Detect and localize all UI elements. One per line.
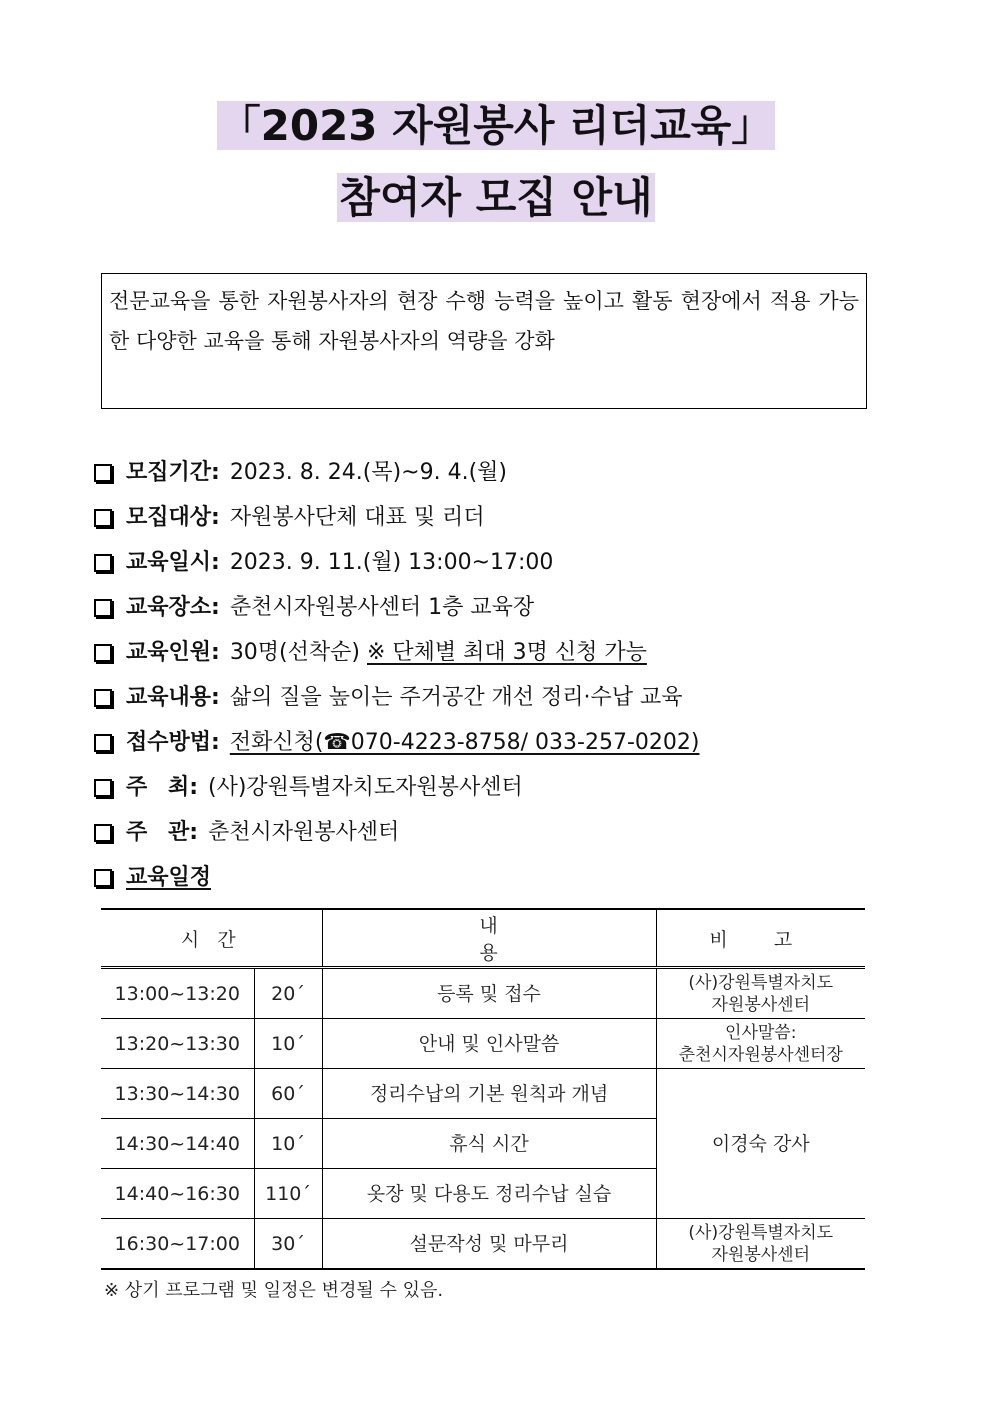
table-row: 13:20~13:30 10´ 안내 및 인사말씀 인사말씀: 춘천시자원봉사센터장	[101, 1019, 865, 1069]
table-row: 13:00~13:20 20´ 등록 및 접수 (사)강원특별자치도 자원봉사센터	[101, 968, 865, 1019]
checkbox-icon	[94, 554, 112, 572]
checkbox-icon	[94, 734, 112, 752]
capacity-note: ※ 단체별 최대 3명 신청 가능	[366, 639, 647, 665]
checkbox-icon	[94, 869, 112, 887]
checkbox-icon	[94, 779, 112, 797]
footnote: ※ 상기 프로그램 및 일정은 변경될 수 있음.	[104, 1280, 444, 1301]
info-list	[94, 450, 914, 900]
table-header: 시 간 내 용 비 고	[101, 909, 865, 968]
intro-box: 전문교육을 통한 자원봉사자의 현장 수행 능력을 높이고 활동 현장에서 적용 가능한 다양한 교육을 통해 자원봉사자의 역량을 강화	[101, 273, 867, 409]
phone-numbers: 전화신청(☎070-4223-8758/ 033-257-0202)	[229, 729, 700, 755]
checkbox-icon	[94, 689, 112, 707]
item-host: 주 최: (사)강원특별자치도자원봉사센터	[94, 765, 914, 810]
item-capacity: 교육인원: 30명(선착순) ※ 단체별 최대 3명 신청 가능	[94, 630, 914, 675]
checkbox-icon	[94, 509, 112, 527]
table-row: 14:40~16:30 110´ 옷장 및 다용도 정리수납 실습	[101, 1169, 865, 1219]
checkbox-icon	[94, 824, 112, 842]
item-organizer: 주 관: 춘천시자원봉사센터	[94, 810, 914, 855]
item-target: 모집대상: 자원봉사단체 대표 및 리더	[94, 495, 914, 540]
table-row: 14:30~14:40 10´ 휴식 시간	[101, 1119, 865, 1169]
table-row: 16:30~17:00 30´ 설문작성 및 마무리 (사)강원특별자치도 자원봉사센터	[101, 1219, 865, 1270]
schedule-table	[101, 908, 865, 1270]
item-apply: 접수방법: 전화신청(☎070-4223-8758/ 033-257-0202)	[94, 720, 914, 765]
checkbox-icon	[94, 464, 112, 482]
checkbox-icon	[94, 644, 112, 662]
page-subtitle: 참여자 모집 안내	[339, 173, 653, 222]
item-place: 교육장소: 춘천시자원봉사센터 1층 교육장	[94, 585, 914, 630]
table-row: 13:30~14:30 60´ 정리수납의 기본 원칙과 개념 이경숙 강사	[101, 1069, 865, 1119]
item-content: 교육내용: 삶의 질을 높이는 주거공간 개선 정리·수납 교육	[94, 675, 914, 720]
checkbox-icon	[94, 599, 112, 617]
page-title: 「2023 자원봉사 리더교육」	[218, 101, 774, 150]
item-period: 모집기간: 2023. 8. 24.(목)~9. 4.(월)	[94, 450, 914, 495]
item-schedule: 교육일정	[94, 855, 914, 900]
item-datetime: 교육일시: 2023. 9. 11.(월) 13:00~17:00	[94, 540, 914, 585]
